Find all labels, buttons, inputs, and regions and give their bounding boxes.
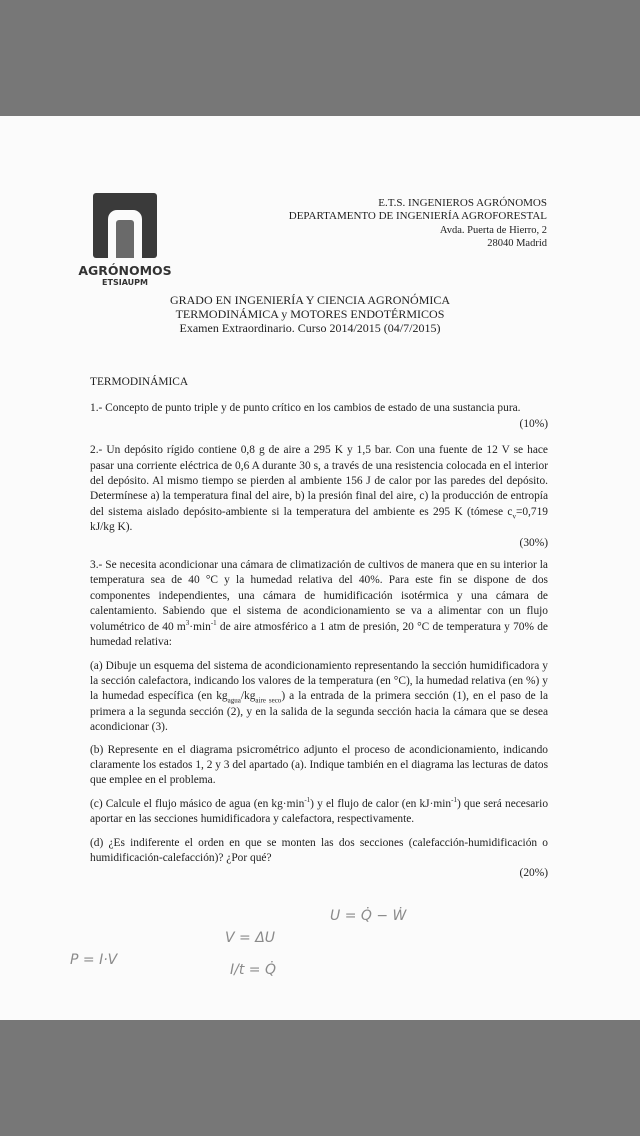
handwritten-note: I/t = Q̇	[230, 962, 276, 978]
question-2	[90, 443, 548, 535]
q3-sup: 3	[185, 618, 190, 627]
school-name: E.T.S. INGENIEROS AGRÓNOMOS	[378, 197, 547, 209]
q3a-sub: agua	[227, 696, 241, 705]
logo-name: AGRÓNOMOS	[78, 263, 172, 278]
section-heading: TERMODINÁMICA	[90, 376, 189, 388]
handwritten-note: V = ΔU	[225, 930, 276, 946]
q3a-text: (a) Dibuje un esquema del sistema de acondicionamiento representando la sección humidificadora y la sección calefactora, indicando los valores de la temperatura (en °C), la humedad relativa (en %) y la humedad específica (en kg	[90, 659, 548, 703]
q3c-text: ) y el flujo de calor (en kJ·min	[310, 797, 452, 810]
handwritten-note: U = Q̇ − Ẇ	[330, 908, 407, 924]
q2-text-end: =0,719 kJ/kg K).	[90, 505, 548, 534]
degree-title: GRADO EN INGENIERÍA Y CIENCIA AGRONÓMICA	[169, 293, 451, 307]
course-title: TERMODINÁMICA y MOTORES ENDOTÉRMICOS	[175, 307, 445, 321]
q3a-text: /kg	[240, 690, 256, 703]
question-3c	[90, 797, 548, 828]
question-3a	[90, 659, 548, 736]
question-1: 1.- Concepto de punto triple y de punto crítico en los cambios de estado de una sustancia pura.	[90, 402, 521, 415]
university-logo	[93, 193, 157, 258]
q3-sup: -1	[210, 618, 217, 627]
address: Avda. Puerta de Hierro, 2	[439, 225, 547, 236]
exam-body	[90, 375, 548, 882]
city: 28040 Madrid	[487, 238, 547, 249]
q2-text: 2.- Un depósito rígido contiene 0,8 g de aire a 295 K y 1,5 bar. Con una fuente de 12 V se hace pasar una corriente eléctrica de 0,6 A durante 30 s, a través de una resistencia colocada en el interior del depósito. Al mismo tiempo se pierden al ambiente 156 J de calor por las paredes del depósito. Determínese a) la temperatura final del aire, b) la presión final del aire, c) la producción de entropía del sistema aislado depósito-ambiente si la temperatura del ambiente es 295 K (tómese c	[90, 444, 548, 518]
exam-title: Examen Extraordinario. Curso 2014/2015 (04/7/2015)	[179, 321, 441, 335]
q3a-sub: aire seco	[255, 696, 282, 705]
q3c-text: (c) Calcule el flujo másico de agua (en kg·min	[90, 797, 305, 810]
q3-unit: ·min	[189, 620, 211, 633]
handwritten-note: P = I·V	[70, 952, 118, 968]
department-name: DEPARTAMENTO DE INGENIERÍA AGROFORESTAL	[288, 210, 547, 222]
q3a-text-end: ) a la entrada de la primera sección (1), en el paso de la primera a la segunda sección (2), y en la salida de la segunda sección hacia la cámara que se desea acondicionar (3).	[90, 690, 549, 734]
q3c-sup: -1	[451, 795, 457, 804]
question-1-weight: (10%)	[519, 417, 548, 430]
q3-intro-text: 3.- Se necesita acondicionar una cámara de climatización de cultivos de manera que en su interior la temperatura sea de 40 °C y la humedad relativa del 40%. Para este fin se dispone de dos componentes independientes, una cámara de humidificación isotérmica y una cámara de calentamiento. Sabiendo que el sistema de acondicionamiento se va a alimentar con un flujo volumétrico de 40 m	[90, 559, 548, 633]
logo-sub: ETSIAUPM	[102, 278, 148, 287]
q3c-text-end: ) que será necesario aportar en las secciones humidificadora y calefactora, respectivamente.	[90, 797, 549, 826]
question-2-weight: (30%)	[519, 536, 548, 549]
q2-sub: v	[512, 512, 516, 521]
question-3b: (b) Represente en el diagrama psicrométrico adjunto el proceso de acondicionamiento, indicando claramente los estados 1, 2 y 3 del apartado (a). Indique también en el diagrama las lecturas de datos que emplee en el problema.	[90, 743, 548, 787]
question-3-intro	[90, 558, 548, 650]
q3c-sup: -1	[304, 795, 311, 804]
question-3d: (d) ¿Es indiferente el orden en que se monten las dos secciones (calefacción-humidificación o humidificación-calefacción)? ¿Por qué?	[90, 836, 548, 864]
question-3-weight: (20%)	[519, 867, 548, 880]
q3-intro-end: de aire atmosférico a 1 atm de presión, 20 °C de temperatura y 70% de humedad relativa:	[90, 620, 548, 649]
